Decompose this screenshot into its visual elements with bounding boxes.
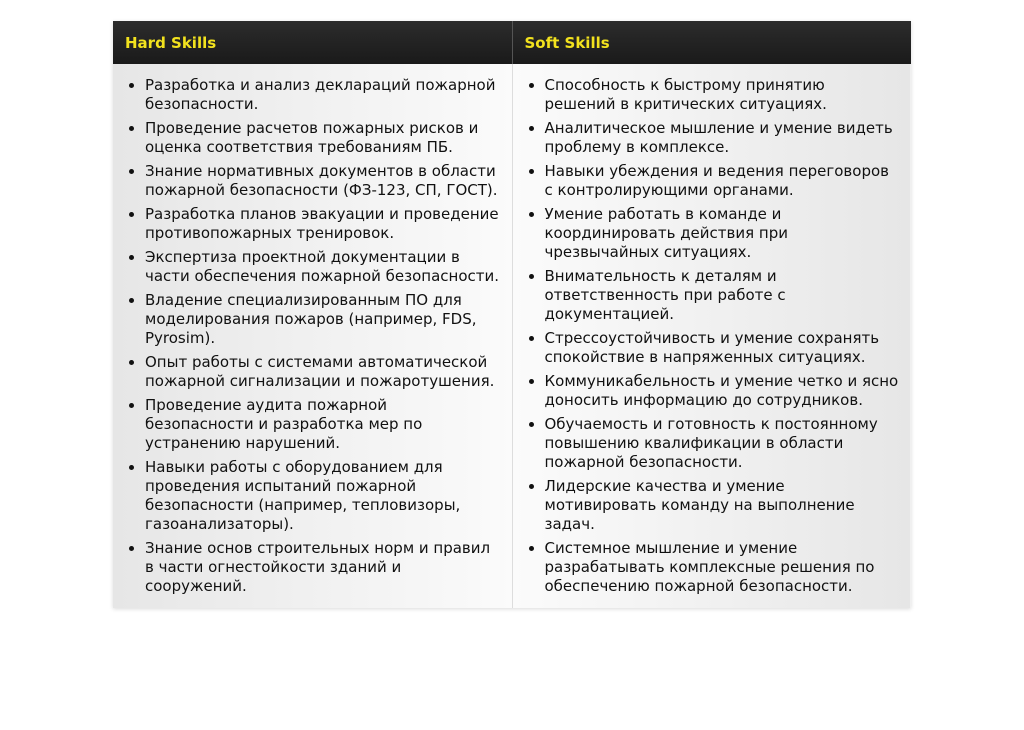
list-item: • Экспертиза проектной документации в части обеспечения пожарной безопасности. — [145, 248, 500, 286]
list-item: • Лидерские качества и умение мотивировать команду на выполнение задач. — [545, 477, 900, 534]
soft-skills-list — [525, 76, 900, 596]
list-item: • Коммуникабельность и умение четко и ясно доносить информацию до сотрудников. — [545, 372, 900, 410]
list-item: • Обучаемость и готовность к постоянному повышению квалификации в области пожарной безопасности. — [545, 415, 900, 472]
header-soft-skills: Soft Skills — [512, 21, 911, 64]
list-item: • Знание основ строительных норм и правил в части огнестойкости зданий и сооружений. — [145, 539, 500, 596]
list-item: • Разработка планов эвакуации и проведение противопожарных тренировок. — [145, 205, 500, 243]
list-item: • Разработка и анализ деклараций пожарной безопасности. — [145, 76, 500, 114]
list-item: • Владение специализированным ПО для моделирования пожаров (например, FDS, Pyrosim). — [145, 291, 500, 348]
list-item: • Системное мышление и умение разрабатывать комплексные решения по обеспечению пожарной безопасности. — [545, 539, 900, 596]
list-item: • Навыки убеждения и ведения переговоров с контролирующими органами. — [545, 162, 900, 200]
list-item: • Способность к быстрому принятию решений в критических ситуациях. — [545, 76, 900, 114]
hard-skills-list — [125, 76, 500, 596]
list-item: • Навыки работы с оборудованием для проведения испытаний пожарной безопасности (например, тепловизоры, газоанализаторы). — [145, 458, 500, 534]
hard-skills-cell — [113, 64, 512, 608]
header-hard-skills: Hard Skills — [113, 21, 512, 64]
list-item: • Умение работать в команде и координировать действия при чрезвычайных ситуациях. — [545, 205, 900, 262]
soft-skills-cell — [512, 64, 911, 608]
list-item: • Опыт работы с системами автоматической пожарной сигнализации и пожаротушения. — [145, 353, 500, 391]
list-item: • Стрессоустойчивость и умение сохранять спокойствие в напряженных ситуациях. — [545, 329, 900, 367]
list-item: • Проведение аудита пожарной безопасности и разработка мер по устранению нарушений. — [145, 396, 500, 453]
list-item: • Аналитическое мышление и умение видеть проблему в комплексе. — [545, 119, 900, 157]
skills-table — [113, 21, 911, 608]
list-item: • Знание нормативных документов в области пожарной безопасности (ФЗ-123, СП, ГОСТ). — [145, 162, 500, 200]
list-item: • Проведение расчетов пожарных рисков и оценка соответствия требованиям ПБ. — [145, 119, 500, 157]
list-item: • Внимательность к деталям и ответственность при работе с документацией. — [545, 267, 900, 324]
